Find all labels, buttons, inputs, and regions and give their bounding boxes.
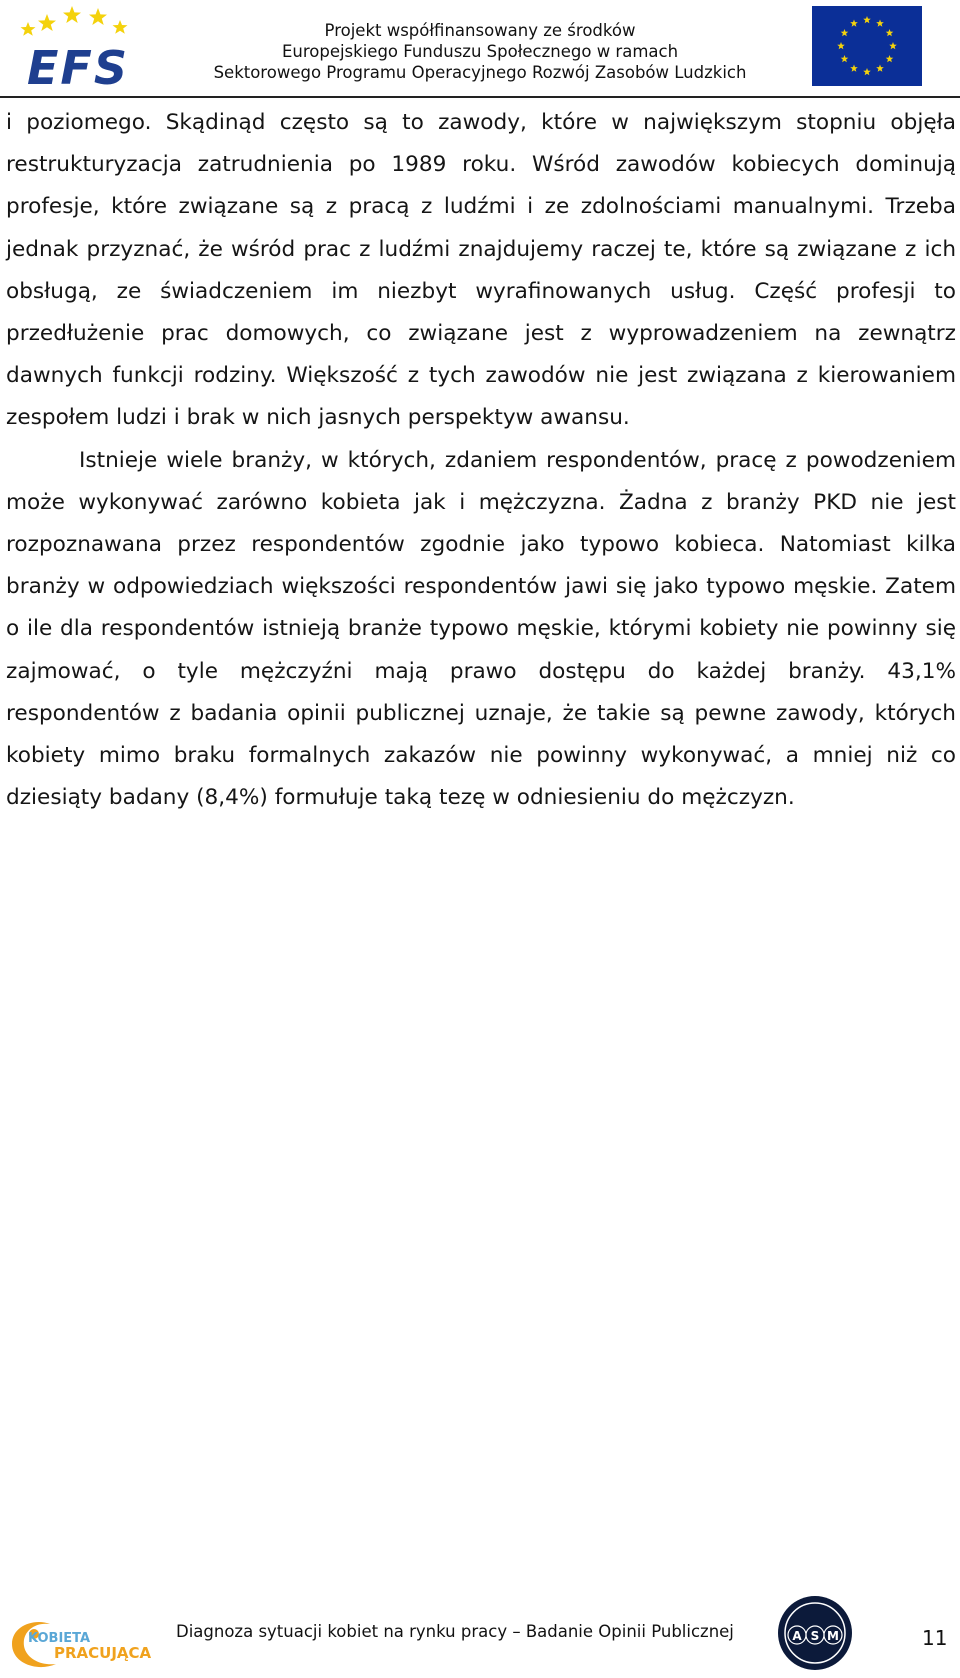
- document-body: [6, 102, 956, 819]
- header-line: Sektorowego Programu Operacyjnego Rozwój Zasobów Ludzkich: [213, 63, 747, 82]
- efs-logo-icon: [14, 4, 144, 90]
- asm-letter: M: [827, 1629, 839, 1643]
- header-project-text: [200, 20, 760, 83]
- star: [21, 22, 36, 36]
- kp-logo-line2: PRACUJĄCA: [54, 1644, 152, 1662]
- star: [38, 14, 56, 31]
- star: [113, 20, 128, 34]
- paragraph: Istnieje wiele branży, w których, zdaniem respondentów, pracę z powodzeniem może wykonywać zarówno kobieta jak i mężczyzna. Żadna z branży PKD nie jest rozpoznawana przez respondentów zgodnie jako typowo kobieca. Natomiast kilka branży w odpowiedziach większości respondentów jawi się jako typowo męskie. Zatem o ile dla respondentów istnieją branże typowo męskie, którymi kobiety nie powinny się zajmować, o tyle mężczyźni mają prawo dostępu do każdej branży. 43,1% respondentów z badania opinii publicznej uznaje, że takie są pewne zawody, których kobiety mimo braku formalnych zakazów nie powinny wykonywać, a mniej niż co dziesiąty badany (8,4%) formułuje taką tezę w odniesieniu do mężczyzn.: [6, 447, 956, 811]
- header-line: Europejskiego Funduszu Społecznego w ramach: [281, 42, 679, 61]
- header-line: Projekt współfinansowany ze środków: [324, 21, 636, 40]
- page-number: 11: [922, 1626, 948, 1650]
- header-divider: [0, 96, 960, 98]
- kobieta-pracujaca-logo-icon: [4, 1614, 154, 1674]
- asm-letter: S: [810, 1629, 820, 1643]
- asm-logo-icon: [776, 1594, 854, 1672]
- star: [89, 8, 107, 25]
- footer-title: Diagnoza sytuacji kobiet na rynku pracy – Badanie Opinii Publicznej: [176, 1622, 734, 1641]
- star: [63, 6, 81, 23]
- eu-flag-icon: [812, 6, 922, 86]
- efs-logo-text: EFS: [27, 41, 129, 90]
- page-header: [0, 0, 960, 95]
- kp-logo-line1: KOBIETA: [28, 1631, 91, 1646]
- paragraph: i poziomego. Skądinąd często są to zawody, które w największym stopniu objęła restrukturyzacja zatrudnienia po 1989 roku. Wśród zawodów kobiecych dominują profesje, które związane są z pracą z ludźmi i ze zdolnościami manualnymi. Trzeba jednak przyznać, że wśród prac z ludźmi znajdujemy raczej te, które są związane z ich obsługą, ze świadczeniem im niezbyt wyrafinowanych usług. Część profesji to przedłużenie prac domowych, co związane jest z wyprowadzeniem na zewnątrz dawnych funkcji rodziny. Większość z tych zawodów nie jest związana z kierowaniem zespołem ludzi i brak w nich jasnych perspektyw awansu.: [6, 110, 956, 431]
- page-footer: [0, 1590, 960, 1678]
- asm-letter: A: [792, 1629, 802, 1643]
